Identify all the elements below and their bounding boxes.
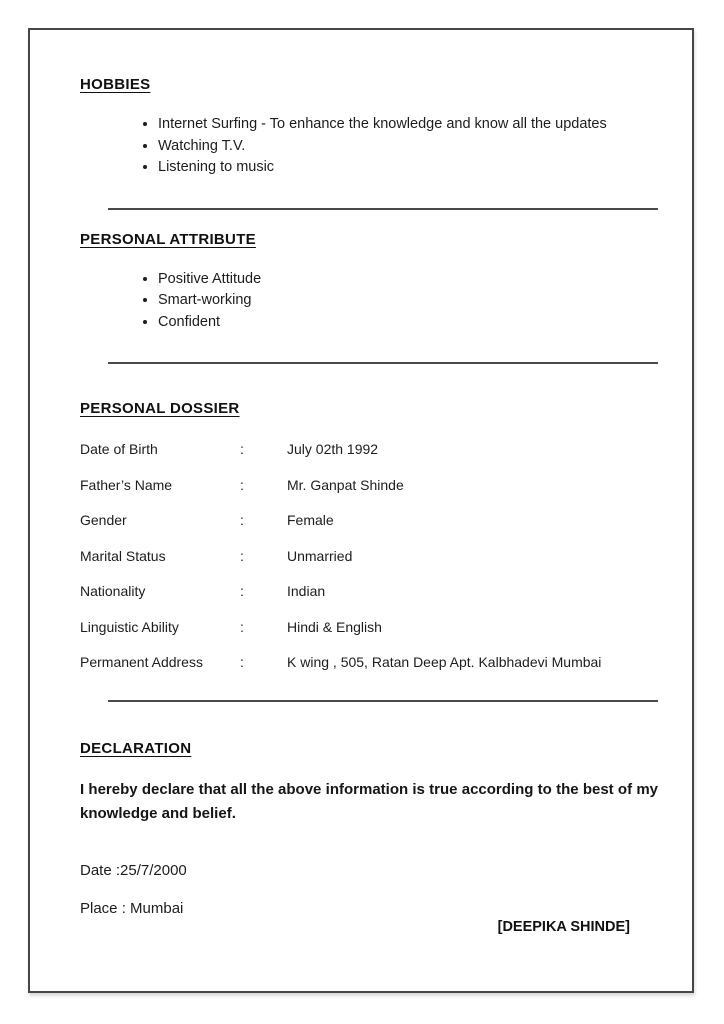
dossier-row bbox=[80, 511, 658, 529]
list-item: • Smart-working bbox=[158, 290, 658, 312]
signature-name: [DEEPIKA SHINDE] bbox=[497, 919, 630, 935]
colon-separator: : bbox=[240, 654, 244, 670]
colon-separator: : bbox=[240, 547, 244, 564]
resume-page bbox=[28, 28, 694, 993]
field-label: Marital Status bbox=[80, 547, 166, 564]
section-divider bbox=[108, 208, 658, 210]
personal-dossier-title: PERSONAL DOSSIER bbox=[80, 400, 240, 417]
list-item: • Watching T.V. bbox=[158, 136, 658, 158]
declaration-title: DECLARATION bbox=[80, 740, 192, 757]
field-value: Unmarried bbox=[287, 547, 353, 564]
section-personal-dossier bbox=[80, 400, 658, 671]
section-declaration bbox=[80, 740, 658, 935]
section-divider bbox=[108, 700, 658, 702]
field-label: Date of Birth bbox=[80, 441, 158, 457]
dossier-row bbox=[80, 547, 658, 565]
colon-separator: : bbox=[240, 618, 244, 635]
section-divider bbox=[108, 362, 658, 364]
personal-attribute-list bbox=[80, 269, 658, 334]
date-line: Date :25/7/2000 bbox=[80, 862, 187, 879]
field-value: July 02th 1992 bbox=[287, 441, 379, 457]
list-item: • Confident bbox=[158, 312, 658, 334]
dossier-row bbox=[80, 440, 658, 458]
field-value: Indian bbox=[287, 583, 326, 599]
dossier-row bbox=[80, 582, 658, 600]
field-label: Gender bbox=[80, 512, 127, 528]
field-value: Mr. Ganpat Shinde bbox=[287, 476, 404, 493]
list-item: • Internet Surfing - To enhance the knowledge and know all the updates bbox=[158, 114, 658, 136]
dossier-table bbox=[80, 440, 658, 671]
dossier-row bbox=[80, 476, 658, 494]
colon-separator: : bbox=[240, 583, 244, 599]
declaration-body: I hereby declare that all the above information is true according to the best of my knowledge and belief. bbox=[80, 781, 658, 822]
field-label: Father’s Name bbox=[80, 476, 173, 493]
page-content bbox=[30, 30, 692, 935]
field-label: Linguistic Ability bbox=[80, 618, 179, 635]
hobbies-title: HOBBIES bbox=[80, 76, 151, 93]
dossier-row bbox=[80, 618, 658, 636]
section-hobbies bbox=[80, 76, 658, 179]
field-value: Female bbox=[287, 512, 334, 528]
colon-separator: : bbox=[240, 441, 244, 457]
personal-attribute-title: PERSONAL ATTRIBUTE bbox=[80, 230, 256, 248]
list-item: • Positive Attitude bbox=[158, 269, 658, 291]
colon-separator: : bbox=[240, 512, 244, 528]
colon-separator: : bbox=[240, 476, 244, 493]
list-item: • Listening to music bbox=[158, 157, 658, 179]
section-personal-attribute bbox=[80, 231, 658, 334]
hobbies-list bbox=[80, 114, 658, 179]
field-value: Hindi & English bbox=[287, 618, 382, 635]
field-label: Nationality bbox=[80, 583, 146, 599]
dossier-row bbox=[80, 653, 658, 671]
place-line: Place : Mumbai bbox=[80, 900, 184, 917]
field-label: Permanent Address bbox=[80, 654, 203, 670]
field-value: K wing , 505, Ratan Deep Apt. Kalbhadevi Mumbai bbox=[287, 654, 602, 670]
